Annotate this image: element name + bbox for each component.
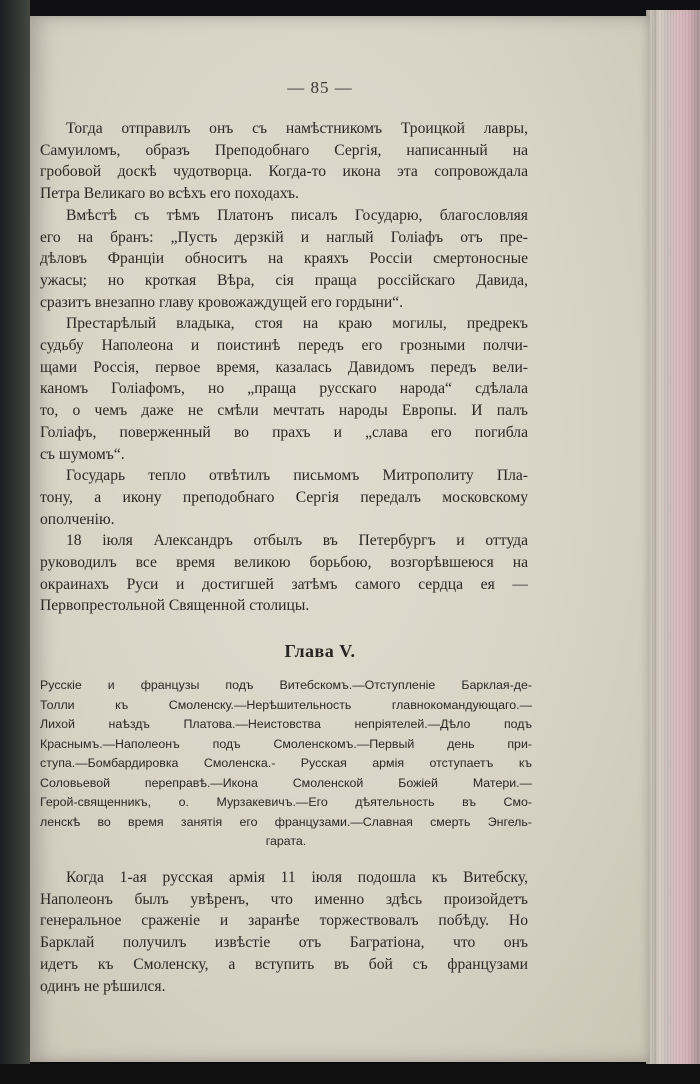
summary-line: Толли къ Смоленску.—Нерѣшительность главнокомандующаго.— [40, 697, 532, 712]
text-line: тону, а икону преподобнаго Сергія передалъ московскому [40, 488, 528, 506]
summary-line: Русскіе и французы подъ Витебскомъ.—Отступленіе Барклая-де- [40, 678, 532, 692]
book-page [30, 16, 650, 1062]
summary-line: Герой-священникъ, о. Мурзакевичъ.—Его дѣятельность въ Смо- [40, 795, 532, 809]
text-line: Тогда отправилъ онъ съ намѣстникомъ Троицкой лавры, [66, 120, 528, 137]
text-line: Наполеонъ былъ увѣренъ, что именно здѣсь произойдетъ [40, 890, 528, 908]
text-line: дѣловъ Франціи обноситъ на краяхъ Россіи смертоносные [40, 250, 528, 268]
chapter-title: Глава V. [284, 641, 356, 661]
text-line: окраинахъ Руси и достигшей затѣмъ самого сердца ея — [40, 575, 528, 593]
paragraph [40, 530, 528, 617]
text-line: сразитъ внезапно главу кровожаждущей его гордыни“. [40, 293, 403, 311]
bottom-text-block [40, 867, 528, 997]
summary-line: Соловьевой переправѣ.—Икона Смоленской Божіей Матери.— [40, 775, 532, 790]
chapter-summary [40, 676, 532, 852]
text-line: гробовой доскѣ чудотворца. Когда-то икона эта сопровождала [40, 163, 528, 181]
text-line: Вмѣстѣ съ тѣмъ Платонъ писалъ Государю, благословляя [66, 206, 528, 224]
text-line: Самуиломъ, образъ Преподобнаго Сергія, написанный на [40, 141, 528, 159]
text-line: каномъ Голіафомъ, но „праща русскаго народа“ сдѣлала [40, 380, 528, 398]
text-line: руководилъ все время великою борьбою, возгорѣвшеюся на [40, 554, 528, 572]
text-line: Когда 1-ая русская армія 11 іюля подошла къ Витебску, [66, 869, 528, 886]
text-line: Престарѣлый владыка, стоя на краю могилы, предрекъ [66, 315, 528, 333]
text-line: Первопрестольной Священной столицы. [40, 597, 310, 615]
paragraph [40, 205, 528, 314]
page-edges-stack [646, 10, 700, 1070]
summary-line: Краснымъ.—Наполеонъ подъ Смоленскомъ.—Первый день при- [40, 736, 532, 751]
text-line: судьбу Наполеона и поистинѣ передъ его грозными полчи- [40, 337, 528, 355]
dark-background-bottom [0, 1064, 700, 1084]
text-line: Петра Великаго во всѣхъ его походахъ. [40, 185, 299, 203]
text-line: щами Россія, первое время, казалась Давидомъ передъ вели- [40, 358, 528, 376]
dark-background-top [0, 0, 700, 16]
book-cover-edge [0, 0, 30, 1084]
summary-line: Лихой наѣздъ Платова.—Неистовства непріятелей.—Дѣло подъ [40, 717, 532, 731]
text-line: ужасы; но кроткая Вѣра, сія праща россійскаго Давида, [40, 271, 528, 289]
text-line: Барклай получилъ извѣстіе отъ Багратіона, что онъ [40, 934, 528, 952]
text-line: ополченію. [40, 510, 115, 528]
text-line: 18 іюля Александръ отбылъ въ Петербургъ и оттуда [66, 532, 528, 550]
paragraph [40, 118, 528, 205]
summary-line: ступа.—Бомбардировка Смоленска.- Русская армія отступаетъ къ [40, 756, 532, 770]
text-line: то, о чемъ даже не смѣли мечтать народы Европы. И палъ [40, 402, 528, 420]
paragraph [40, 465, 528, 530]
text-line: съ шумомъ“. [40, 445, 125, 463]
text-line: Голіафъ, поверженный во прахъ и „слава его погибла [40, 423, 528, 441]
text-line: генеральное сраженіе и заранѣе торжествовалъ побѣду. Но [40, 912, 528, 930]
summary-line: ленскѣ во время занятія его французами.—Славная смерть Энгель- [40, 814, 532, 829]
paragraph [40, 867, 528, 997]
text-line: Государь тепло отвѣтилъ письмомъ Митрополиту Пла- [66, 467, 528, 485]
paragraph [40, 313, 528, 465]
page-number: — 85 — [287, 78, 353, 97]
text-line: идетъ къ Смоленску, а вступить въ бой съ французами [40, 955, 528, 973]
text-line: его на бранъ: „Пусть дерзкій и наглый Голіафъ отъ пре- [40, 228, 528, 246]
summary-line: гарата. [265, 834, 307, 848]
text-line: одинъ не рѣшился. [40, 977, 166, 995]
top-text-block [40, 118, 528, 617]
